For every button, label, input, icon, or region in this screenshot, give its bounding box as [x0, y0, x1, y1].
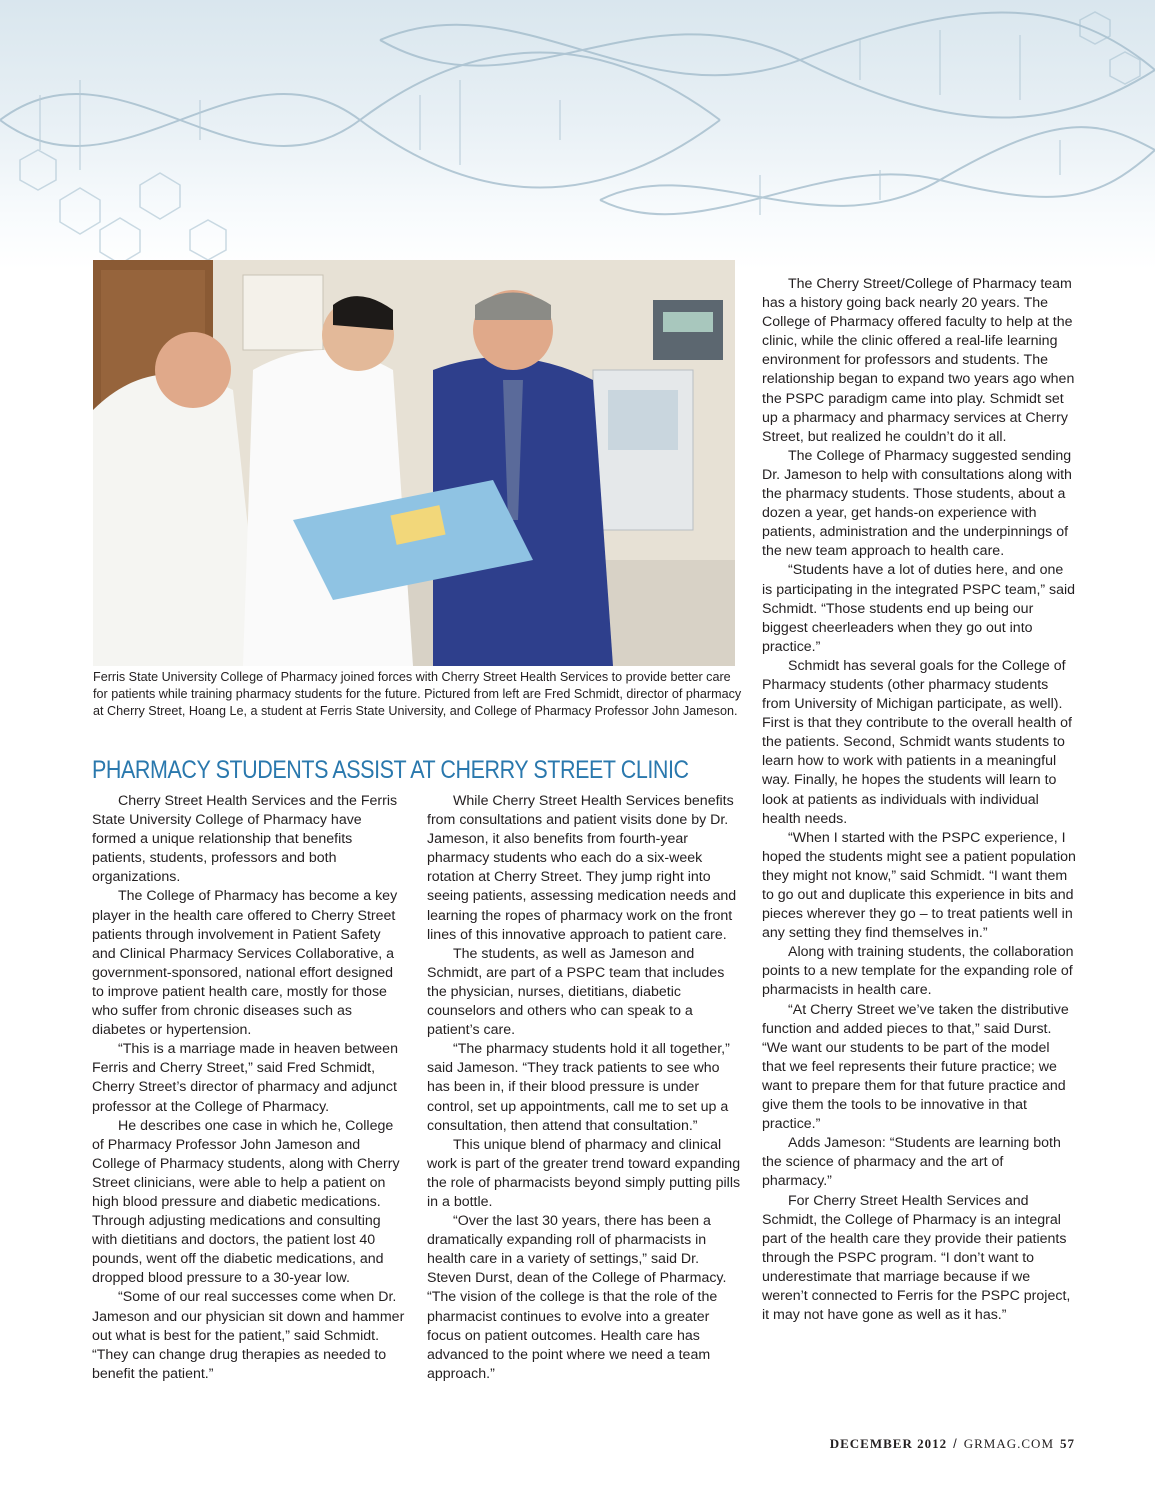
article-headline: PHARMACY STUDENTS ASSIST AT CHERRY STREET CLINIC — [92, 756, 689, 784]
article-paragraph: He describes one case in which he, College of Pharmacy Professor John Jameson and College of Pharmacy students, along with Cherry Street clinicians, were able to help a patient on high blood pressure and diabetic medications. Through adjusting medications and consulting with dietitians and doctors, the patient lost 40 pounds, went off the diabetic medications, and dropped blood pressure to a 30-year low. — [92, 1117, 400, 1287]
article-paragraph: For Cherry Street Health Services and Schmidt, the College of Pharmacy is an integral part of the health care they provide their patients through the PSPC program. “I don’t want to underestimate that marriage because if we weren’t connected to Ferris for the PSPC project, it may not have gone as well as it has.” — [762, 1192, 1071, 1324]
article-paragraph: This unique blend of pharmacy and clinical work is part of the greater trend toward expanding the role of pharmacists beyond simply putting pills in a bottle. — [427, 1136, 741, 1210]
page-number: 57 — [1060, 1436, 1075, 1451]
photo-caption: Ferris State University College of Pharmacy joined forces with Cherry Street Health Services to provide better care for patients while training pharmacy students for the future. Pictured from left are Fred Schmidt, director of pharmacy at Cherry Street, Hoang Le, a student at Ferris State University, and College of Pharmacy Professor John Jameson. — [93, 670, 742, 718]
article-column-2 — [427, 792, 743, 1384]
article-paragraph: “This is a marriage made in heaven between Ferris and Cherry Street,” said Fred Schmidt, Cherry Street’s director of pharmacy and adjunct professor at the College of Pharmacy. — [92, 1041, 398, 1115]
article-paragraph: “When I started with the PSPC experience, I hoped the students might see a patient population they might not know,” said Schmidt. “I want them to go out and duplicate this experience in bits and pieces wherever they go – to treat patients well in any setting they find themselves in.” — [762, 829, 1076, 942]
dna-molecule-banner — [0, 0, 1155, 270]
photo-illustration — [93, 260, 735, 666]
article-paragraph: “Some of our real successes come when Dr. Jameson and our physician sit down and hammer out what is best for the patient,” said Schmidt. “They can change drug therapies as needed to benefit the patient.” — [92, 1289, 405, 1382]
article-paragraph: Cherry Street Health Services and the Ferris State University College of Pharmacy have formed a unique relationship that benefits patients, students, professors and both organizations. — [92, 793, 398, 886]
article-paragraph: Along with training students, the collaboration points to a new template for the expanding role of pharmacists in health care. — [762, 944, 1074, 999]
magazine-website: GRMAG.COM — [963, 1436, 1054, 1451]
article-paragraph: Adds Jameson: “Students are learning both the science of pharmacy and the art of pharmacy.” — [762, 1135, 1061, 1190]
page-footer — [830, 1436, 1075, 1452]
article-paragraph: “The pharmacy students hold it all together,” said Jameson. “They track patients to see who has been in, if their blood pressure is under control, set up appointments, call me to set up a consultation, then attend that consultation.” — [427, 1041, 730, 1134]
article-column-3 — [762, 275, 1076, 1325]
article-paragraph: Schmidt has several goals for the College of Pharmacy students (other pharmacy students from University of Michigan participate, as well). First is that they contribute to the overall health of the patients. Second, Schmidt wants students to learn how to work with patients in a meaningful way. Finally, he hopes the students will learn to look at patients as individuals with individual health needs. — [762, 657, 1072, 827]
article-paragraph: “Students have a lot of duties here, and one is participating in the integrated PSPC team,” said Schmidt. “Those students end up being our biggest cheerleaders when they go out into practice.” — [762, 562, 1076, 655]
article-paragraph: “At Cherry Street we’ve taken the distributive function and added pieces to that,” said Durst. “We want our students to be part of the model that we feel represents their future practice; we want to prepare them for that future practice and give them the tools to be innovative in that practice.” — [762, 1001, 1069, 1133]
article-paragraph: The College of Pharmacy has become a key player in the health care offered to Cherry Street patients through involvement in Patient Safety and Clinical Pharmacy Services Collaborative, a government-sponsored, national effort designed to improve patient health care, mostly for those who suffer from chronic diseases such as diabetes or hypertension. — [92, 888, 398, 1039]
article-paragraph: The students, as well as Jameson and Schmidt, are part of a PSPC team that includes the physician, nurses, dietitians, diabetic counselors and others who can speak to a patient’s care. — [427, 945, 725, 1039]
article-paragraph: “Over the last 30 years, there has been a dramatically expanding roll of pharmacists in health care in a variety of settings,” said Dr. Steven Durst, dean of the College of Pharmacy. “The vision of the college is that the role of the pharmacist continues to evolve into a greater focus on patient outcomes. Health care has advanced to the point where we need a team approach.” — [427, 1213, 727, 1382]
article-paragraph: The Cherry Street/College of Pharmacy team has a history going back nearly 20 years. The College of Pharmacy offered faculty to help at the clinic, while the clinic offered a real-life learning environment for professors and students. The relationship began to expand two years ago when the PSPC paradigm came into play. Schmidt set up a pharmacy and pharmacy services at Cherry Street, but realized he couldn’t do it all. — [762, 276, 1075, 445]
footer-separator: / — [953, 1436, 958, 1451]
issue-date: DECEMBER 2012 — [829, 1436, 948, 1451]
article-paragraph: While Cherry Street Health Services benefits from consultations and patient visits done by Dr. Jameson, it also benefits from fourth-year pharmacy students who each do a six-week rotation at Cherry Street. They jump right into seeing patients, assessing medication needs and learning the ropes of pharmacy work on the front lines of this innovative approach to patient care. — [427, 793, 737, 943]
clinic-photo — [93, 260, 735, 666]
dna-helix-illustration — [0, 0, 1155, 270]
article-paragraph: The College of Pharmacy suggested sending Dr. Jameson to help with consultations along with the pharmacy students. Those students, about a dozen a year, get hands-on experience with patients, administration and the underpinnings of the new team approach to health care. — [762, 447, 1072, 560]
article-column-1 — [92, 792, 408, 1384]
